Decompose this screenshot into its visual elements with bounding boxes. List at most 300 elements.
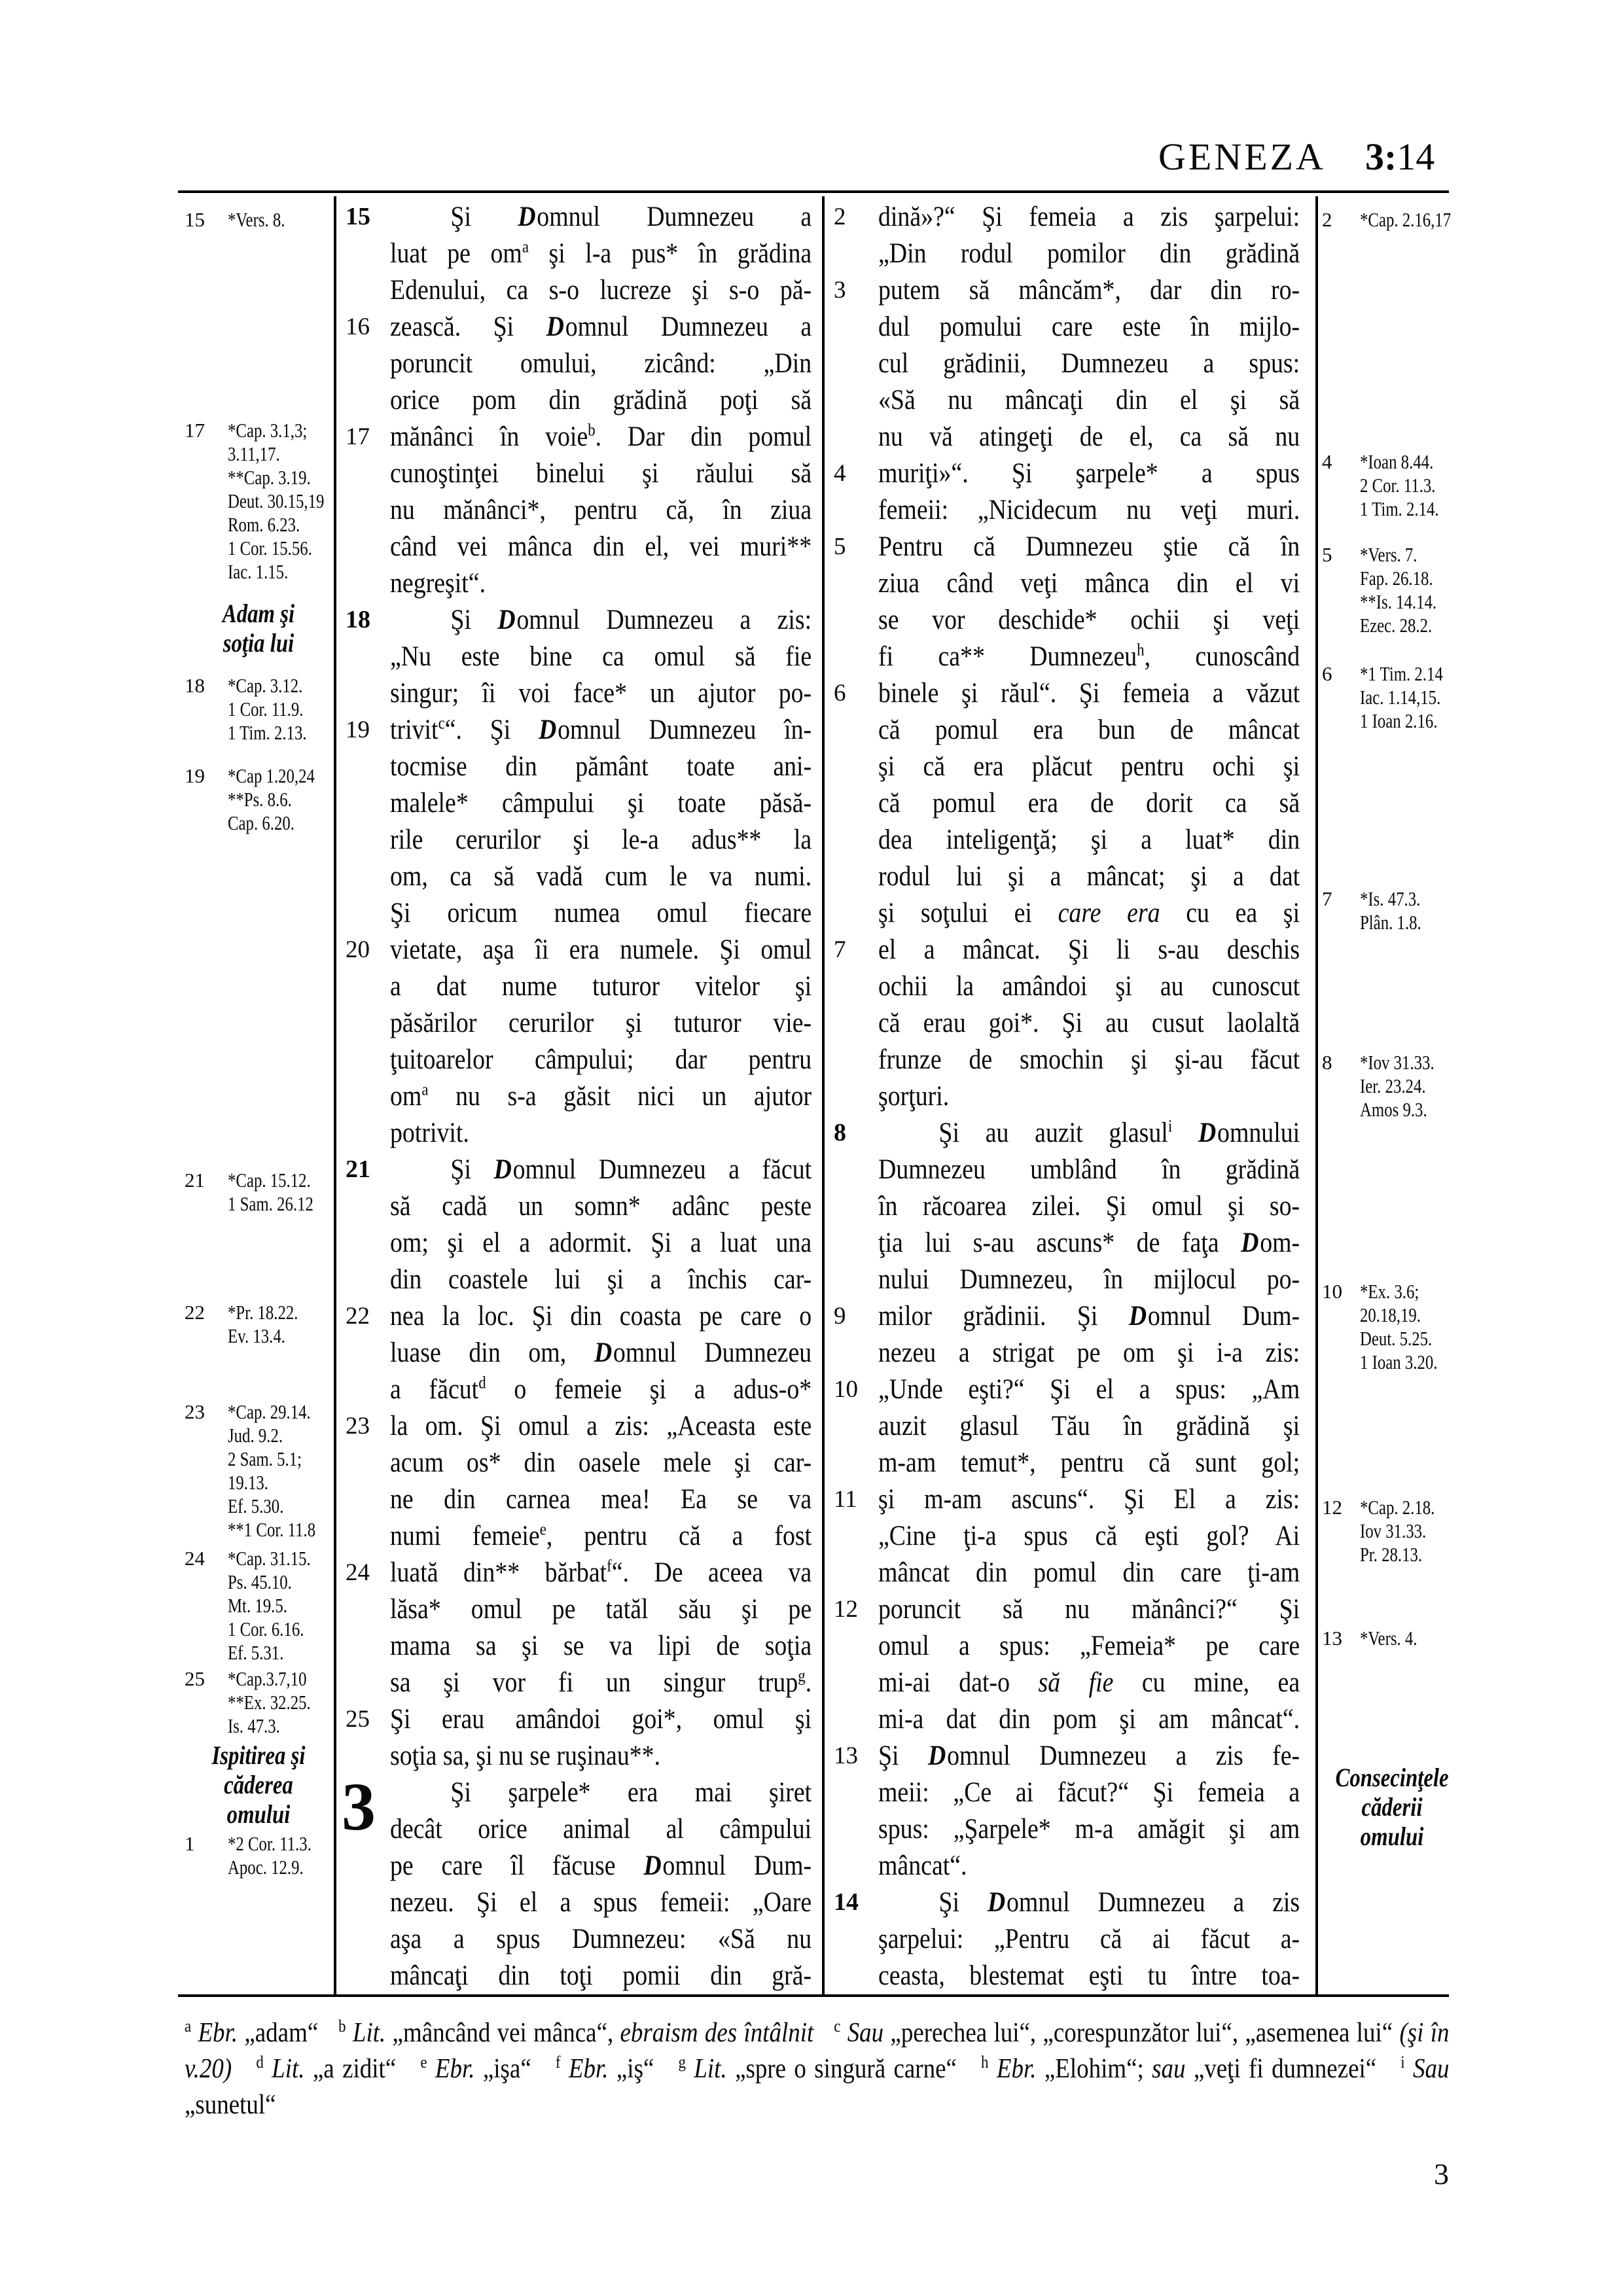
running-head-reference: 3:14 [1364, 135, 1435, 178]
margin-heading-line: Ispitirea şi [211, 1740, 306, 1770]
verse-number: 17 [346, 423, 370, 450]
footnote-marker: g [798, 1666, 806, 1686]
verse-number: 10 [834, 1376, 858, 1403]
cross-reference-line: *Ex. 3.6; [1360, 1280, 1419, 1303]
cross-reference-line: Is. 47.3. [228, 1714, 280, 1737]
verse-3 [831, 272, 1300, 455]
scripture-line: muriţi»“. Şi şarpele* a spus [878, 458, 1300, 489]
verse-8 [831, 1115, 1300, 1298]
margin-section-heading [185, 599, 332, 658]
footnote-marker: c [438, 713, 445, 733]
scripture-line: mâncaţi din toţi pomii din gră- [390, 1960, 812, 1991]
ornate-initial-d: D [1198, 1118, 1217, 1148]
scripture-line: trivit$^c$“. Şi Domnul Dumnezeu în- [390, 713, 812, 745]
cross-reference-verse-number: 25 [185, 1667, 205, 1690]
scripture-line: în răcoarea zilei. Şi omul şi so- [878, 1191, 1300, 1222]
cross-reference-line: *Ioan 8.44. [1360, 450, 1434, 473]
cross-reference-line: 1 Cor. 15.56. [228, 537, 312, 559]
verse-number: 22 [346, 1303, 370, 1330]
cross-reference-line: 1 Cor. 6.16. [228, 1617, 304, 1640]
verse-4 [831, 455, 1300, 529]
verse-number: 14 [834, 1888, 859, 1916]
scripture-line: Şi oricum numea omul fiecare [390, 898, 812, 928]
footnotes-text: $^a$ Ebr. „adam“ $^b$ Lit. „mâncând vei mânca“, ebraism des întâlnit $^c$ Sau „perechea lui“, „corespunzător lui“, „asemenea lui“ (şi în v.20) $^d$ Lit. „a zidit“ $^e$ Ebr. „işa“ $^f$ Ebr. „iş“ $^g$ Lit. „spre o singură carne“ $^h$ Ebr. „Elohim“; sau „veţi fi dumnezei“ $^i$ Sau „sunetul“ [185, 2017, 1450, 2120]
cross-reference-verse-number: 7 [1322, 887, 1332, 910]
scripture-line: mama sa şi se va lipi de soţia [390, 1631, 812, 1661]
scripture-line: ţia lui s-au ascuns* de faţa Dom- [878, 1227, 1300, 1258]
scripture-line: dea inteligenţă; şi a luat* din [878, 824, 1300, 855]
scripture-line: Dumnezeu umblând în grădină [878, 1154, 1300, 1185]
cross-reference-line: Ev. 13.4. [228, 1324, 285, 1347]
cross-reference-verse-number: 24 [185, 1547, 205, 1570]
footnote-marker: i [1168, 1116, 1173, 1136]
cross-reference-line: Plân. 1.8. [1360, 911, 1421, 934]
ornate-initial-d: D [546, 311, 565, 342]
cross-reference-line: Ezec. 28.2. [1360, 614, 1433, 637]
cross-reference-line: Ps. 45.10. [228, 1570, 292, 1593]
scripture-line: zească. Şi Domnul Dumnezeu a [390, 311, 812, 342]
scripture-line: ochii la amândoi şi au cunoscut [878, 971, 1300, 1002]
scripture-line: cunoştinţei binelui şi răului să [390, 458, 812, 489]
scripture-line: şi că era plăcut pentru ochi şi [878, 751, 1300, 782]
cross-reference-line: *Cap. 3.1,3; [228, 419, 308, 442]
verse-number: 6 [834, 680, 846, 707]
scripture-line: nea la loc. Şi din coasta pe care o [390, 1301, 812, 1332]
cross-reference-line: Ier. 23.24. [1360, 1074, 1426, 1097]
scripture-line: Edenului, ca s-o lucreze şi s-o pă- [390, 275, 812, 306]
scripture-line: m-am temut*, pentru că sunt gol; [878, 1447, 1300, 1478]
verse-9 [831, 1298, 1300, 1371]
cross-reference-line: *Cap. 2.16,17 [1360, 208, 1452, 231]
scripture-line: că pomul era bun de mâncat [878, 715, 1300, 745]
scripture-line: din coastele lui şi a închis car- [390, 1264, 812, 1295]
verse-12 [831, 1591, 1300, 1738]
cross-reference-line: *Cap 1.20,24 [228, 764, 315, 787]
scripture-line: a făcut$^d$ o femeie şi a adus-o* [390, 1373, 812, 1405]
verse-number: 23 [346, 1413, 370, 1439]
verse-10 [831, 1371, 1300, 1481]
verse-number: 24 [346, 1559, 370, 1586]
scripture-line: „Unde eşti?“ Şi el a spus: „Am [878, 1374, 1300, 1405]
ornate-initial-d: D [594, 1337, 613, 1368]
cross-reference-entry [185, 1667, 332, 1738]
scripture-line: nului Dumnezeu, în mijlocul po- [878, 1264, 1300, 1295]
footnote-marker: f [607, 1556, 612, 1576]
cross-reference-entry [1322, 543, 1462, 637]
cross-reference-line: *Pr. 18.22. [228, 1301, 298, 1324]
scripture-line: femeii: „Nicidecum nu veţi muri. [878, 495, 1300, 525]
verse-number: 7 [834, 936, 846, 963]
scripture-line: sa şi vor fi un singur trup$^g$. [390, 1666, 812, 1698]
verse-18 [343, 602, 812, 712]
footnote-marker: b [588, 420, 596, 440]
verse-17 [343, 419, 812, 602]
cross-reference-line: 3.11,17. [228, 442, 280, 465]
cross-reference-line: Pr. 28.13. [1360, 1543, 1423, 1566]
scripture-line: luată din** bărbat$^f$“. De aceea va [390, 1556, 812, 1588]
verse-number: 25 [346, 1706, 370, 1733]
scripture-line: orice pom din grădină poţi să [390, 385, 812, 415]
scripture-line: a dat nume tuturor vitelor şi [390, 971, 812, 1002]
ornate-initial-d: D [493, 1154, 512, 1185]
scripture-line: numi femeie$^e$, pentru că a fost [390, 1519, 812, 1551]
ornate-initial-d: D [643, 1850, 662, 1881]
margin-heading-line: căderii [1361, 1792, 1423, 1822]
verse-14 [831, 1884, 1300, 1994]
scripture-column-left [343, 199, 812, 1994]
scripture-line: Şi Domnul Dumnezeu a zis fe- [878, 1740, 1300, 1771]
scripture-line: poruncit să nu mănânci?“ Şi [878, 1594, 1300, 1625]
cross-reference-line: *Cap. 3.12. [228, 674, 303, 697]
scripture-line: aşa a spus Dumnezeu: «Să nu [390, 1924, 812, 1954]
cross-reference-line: 1 Tim. 2.14. [1360, 497, 1439, 520]
verse-number: 5 [834, 533, 846, 560]
cross-reference-entry [185, 1400, 332, 1542]
cross-reference-line: **Cap. 3.19. [228, 466, 311, 489]
cross-reference-entry [185, 1547, 332, 1665]
cross-reference-verse-number: 6 [1322, 662, 1332, 685]
scripture-line: nezeu a strigat pe om şi i-a zis: [878, 1337, 1300, 1368]
scripture-line: frunze de smochin şi şi-au făcut [878, 1044, 1300, 1075]
footnote-letter: f [555, 2053, 561, 2072]
cross-reference-column-left [185, 0, 332, 2296]
scripture-line: acum os* din oasele mele şi car- [390, 1447, 812, 1478]
verse-number: 4 [834, 460, 846, 487]
scripture-line: ziua când veţi mânca din el vi [878, 568, 1300, 599]
cross-reference-line: Iac. 1.14,15. [1360, 686, 1441, 709]
footnote-letter: i [1400, 2053, 1405, 2072]
verse-21 [343, 1152, 812, 1298]
cross-reference-line: Iac. 1.15. [228, 560, 289, 583]
cross-reference-verse-number: 18 [185, 674, 205, 697]
verse-13 [831, 1738, 1300, 1884]
scripture-line: $om^a$ nu s-a găsit nici un ajutor [390, 1080, 812, 1112]
footnote-letter: a [185, 2017, 192, 2036]
scripture-line: negreşit“. [390, 568, 486, 599]
verse-23 [343, 1408, 812, 1555]
cross-reference-entry [185, 208, 332, 232]
cross-reference-line: 2 Sam. 5.1; [228, 1447, 302, 1470]
verse-number: 13 [834, 1742, 858, 1769]
cross-reference-line: 1 Tim. 2.13. [228, 721, 307, 744]
cross-reference-line: 2 Cor. 11.3. [1360, 474, 1436, 497]
verse-19 [343, 712, 812, 932]
cross-reference-line: Deut. 30.15,19 [228, 489, 325, 512]
cross-reference-verse-number: 22 [185, 1301, 205, 1324]
scripture-line: Şi şarpele* era mai şiret [450, 1777, 812, 1808]
verse-number: 19 [346, 716, 370, 743]
cross-reference-verse-number: 8 [1322, 1051, 1332, 1074]
cross-reference-line: Fap. 26.18. [1360, 567, 1433, 590]
scripture-line: putem să mâncăm*, dar din ro- [878, 275, 1300, 306]
cross-reference-column-right [1322, 0, 1462, 2296]
footnote-marker: d [478, 1373, 486, 1392]
margin-section-heading [185, 1740, 332, 1829]
scripture-line: Şi erau amândoi goi*, omul şi [390, 1704, 812, 1735]
scripture-line: nu vă atingeţi de el, ca să nu [878, 421, 1300, 452]
scripture-line: Şi Domnul Dumnezeu a zis: [450, 605, 812, 635]
footnote-rule [178, 1994, 1449, 1997]
running-head-book: GENEZA [1158, 135, 1326, 178]
cross-reference-entry [1322, 1496, 1462, 1566]
cross-reference-line: 20.18,19. [1360, 1303, 1421, 1326]
scripture-line: nu mănânci*, pentru că, în ziua [390, 495, 812, 525]
scripture-line: rile cerurilor şi le-a adus** la [390, 824, 812, 855]
footnotes [185, 2015, 1449, 2123]
cross-reference-entry [185, 1169, 332, 1216]
verse-number: 8 [834, 1119, 846, 1146]
footnote-marker: e [539, 1519, 546, 1539]
cross-reference-line: *Cap. 29.14. [228, 1400, 311, 1423]
column-rule-right [1315, 196, 1318, 1994]
scripture-line: luase din om, Domnul Dumnezeu [390, 1337, 812, 1368]
footnote-letter: b [338, 2017, 346, 2036]
scripture-line: «Să nu mâncaţi din el şi să [878, 385, 1300, 415]
cross-reference-line: *Cap. 31.15. [228, 1547, 311, 1570]
verse-15 [343, 199, 812, 309]
cross-reference-entry [1322, 1280, 1462, 1374]
scripture-line: mâncat“. [878, 1850, 967, 1881]
cross-reference-verse-number: 12 [1322, 1496, 1342, 1519]
scripture-line: mi-ai dat-o să fie cu mine, ea [878, 1667, 1300, 1698]
verse-11 [831, 1481, 1300, 1591]
scripture-line: tocmise din pământ toate ani- [390, 751, 812, 782]
cross-reference-entry [185, 1832, 332, 1879]
verse-7 [831, 932, 1300, 1115]
scripture-line: cul grădinii, Dumnezeu a spus: [878, 348, 1300, 379]
scripture-line: binele şi răul“. Şi femeia a văzut [878, 678, 1300, 709]
cross-reference-line: Mt. 19.5. [228, 1594, 287, 1617]
cross-reference-line: *Vers. 4. [1360, 1627, 1418, 1650]
footnote-letter: d [256, 2053, 264, 2072]
cross-reference-entry [185, 419, 332, 584]
cross-reference-line: 1 Cor. 11.9. [228, 698, 304, 720]
scripture-line: mi-a dat din pom şi am mâncat“. [878, 1704, 1300, 1735]
scripture-line: să cadă un somn* adânc peste [390, 1191, 812, 1222]
chapter-number: 3 [342, 1769, 376, 1845]
scripture-line: şi m-am ascuns“. Şi El a zis: [878, 1484, 1300, 1515]
scripture-line: singur; îi voi face* un ajutor po- [390, 678, 812, 709]
verse-number: 12 [834, 1596, 858, 1623]
cross-reference-line: **1 Cor. 11.8 [228, 1518, 316, 1541]
scripture-line: Şi au auzit glasul$^i$ Domnului [938, 1116, 1300, 1148]
footnote-marker: h [1137, 640, 1145, 660]
scripture-line: vietate, aşa îi era numele. Şi omul [390, 934, 812, 965]
scripture-line: spus: „Şarpele* m-a amăgit şi am [878, 1814, 1300, 1845]
scripture-line: omul a spus: „Femeia* pe care [878, 1631, 1300, 1661]
cross-reference-line: **Ex. 32.25. [228, 1691, 311, 1714]
verse-number: 18 [346, 606, 370, 633]
cross-reference-line: Ef. 5.31. [228, 1641, 284, 1664]
scripture-line: fi ca** Dumnezeu$^h$, cunoscând [878, 640, 1300, 672]
footnote-letter: e [420, 2053, 427, 2072]
scripture-line: că erau goi*. Şi au cusut laolaltă [878, 1008, 1300, 1038]
cross-reference-line: 19.13. [228, 1471, 268, 1494]
scripture-line: nezeu. Şi el a spus femeii: „Oare [390, 1887, 812, 1918]
scripture-line: poruncit omului, zicând: „Din [390, 348, 812, 379]
scripture-line: luat pe $om^a$ şi l-a pus* în grădina [390, 237, 812, 269]
scripture-line: milor grădinii. Şi Domnul Dum- [878, 1301, 1300, 1332]
scripture-line: soţia sa, şi nu se ruşinau**. [390, 1740, 661, 1771]
cross-reference-entry [185, 674, 332, 745]
verse-number: 3 [834, 277, 846, 304]
column-rule-middle [822, 196, 825, 1994]
cross-reference-verse-number: 10 [1322, 1280, 1342, 1303]
cross-reference-line: *1 Tim. 2.14 [1360, 662, 1443, 685]
margin-heading-line: omului [226, 1799, 291, 1829]
scripture-line: lăsa* omul pe tatăl său şi pe [390, 1594, 812, 1625]
ornate-initial-d: D [1128, 1301, 1147, 1332]
cross-reference-line: *2 Cor. 11.3. [228, 1832, 312, 1855]
margin-heading-line: căderea [224, 1770, 293, 1799]
verse-number: 16 [346, 313, 370, 340]
scripture-line: când vei mânca din el, vei muri** [390, 531, 812, 562]
cross-reference-line: Amos 9.3. [1360, 1098, 1427, 1121]
cross-reference-line: Deut. 5.25. [1360, 1327, 1433, 1350]
verse-number: 9 [834, 1303, 846, 1330]
cross-reference-verse-number: 4 [1322, 450, 1332, 473]
scripture-line: auzit glasul Tău în grădină şi [878, 1411, 1300, 1441]
scripture-line: ceasta, blestemat eşti tu între toa- [878, 1960, 1300, 1991]
scripture-line: Pentru că Dumnezeu ştie că în [878, 531, 1300, 562]
cross-reference-verse-number: 5 [1322, 543, 1332, 566]
cross-reference-line: Rom. 6.23. [228, 513, 300, 536]
cross-reference-verse-number: 23 [185, 1400, 205, 1423]
cross-reference-line: *Cap.3.7,10 [228, 1667, 307, 1690]
cross-reference-entry [185, 1301, 332, 1348]
ornate-initial-d: D [538, 715, 557, 745]
ornate-initial-d: D [927, 1740, 946, 1771]
margin-heading-line: Adam şi [222, 599, 295, 628]
scripture-line: Şi Domnul Dumnezeu a zis [938, 1887, 1300, 1918]
cross-reference-entry [1322, 1627, 1462, 1650]
footnote-letter: g [678, 2053, 686, 2072]
cross-reference-line: Ef. 5.30. [228, 1494, 284, 1517]
footnote-marker: a [522, 237, 529, 256]
scripture-line: că pomul era de dorit ca să [878, 788, 1300, 819]
footnote-letter: h [981, 2053, 989, 2072]
footnote-letter: c [834, 2017, 841, 2036]
chapter-3 [342, 1769, 812, 1994]
scripture-line: şi soţului ei care era cu ea şi [878, 898, 1300, 928]
cross-reference-line: *Vers. 8. [228, 208, 285, 231]
cross-reference-entry [1322, 450, 1462, 521]
cross-reference-line: **Ps. 8.6. [228, 788, 292, 811]
cross-reference-line: Apoc. 12.9. [228, 1856, 304, 1879]
cross-reference-entry [1322, 208, 1462, 232]
scripture-line: dul pomului care este în mijlo- [878, 311, 1300, 342]
cross-reference-line: *Is. 47.3. [1360, 887, 1421, 910]
verse-number: 20 [346, 936, 370, 963]
scripture-line: şorţuri. [878, 1081, 950, 1112]
scripture-line: mănânci în voie$^b$. Dar din pomul [390, 420, 812, 452]
margin-heading-line: Consecinţele [1335, 1763, 1449, 1792]
verse-number: 11 [834, 1486, 857, 1513]
scripture-line: malele* câmpului şi toate păsă- [390, 788, 812, 819]
scripture-line: rodul lui şi a mâncat; şi a dat [878, 861, 1300, 892]
cross-reference-verse-number: 1 [185, 1832, 195, 1855]
verse-24 [343, 1555, 812, 1701]
verse-number: 2 [834, 203, 846, 230]
margin-heading-line: soţia lui [223, 628, 294, 658]
verse-2 [831, 199, 1300, 272]
scripture-line: om, ca să vadă cum le va numi. [390, 861, 812, 892]
scripture-line: pe care îl făcuse Domnul Dum- [390, 1850, 812, 1881]
cross-reference-entry [185, 764, 332, 835]
column-rule-left [334, 196, 336, 1994]
scripture-line: meii: „Ce ai făcut?“ Şi femeia a [878, 1777, 1300, 1808]
verse-25 [343, 1701, 812, 1775]
cross-reference-verse-number: 13 [1322, 1627, 1342, 1650]
cross-reference-entry [1322, 887, 1462, 934]
scripture-line: Şi Domnul Dumnezeu a [450, 202, 812, 232]
ornate-initial-d: D [497, 605, 516, 635]
cross-reference-line: 1 Sam. 26.12 [228, 1192, 313, 1215]
scripture-line: păsărilor cerurilor şi tuturor vie- [390, 1008, 812, 1038]
scripture-line: „Din rodul pomilor din grădină [878, 238, 1300, 269]
verse-22 [343, 1298, 812, 1408]
scripture-line: mâncat din pomul din care ţi-am [878, 1557, 1300, 1588]
cross-reference-line: **Is. 14.14. [1360, 590, 1437, 613]
cross-reference-line: *Cap. 2.18. [1360, 1496, 1435, 1519]
cross-reference-verse-number: 17 [185, 419, 205, 442]
cross-reference-verse-number: 19 [185, 764, 205, 787]
scripture-line: şarpelui: „Pentru că ai făcut a- [878, 1924, 1300, 1954]
scripture-line: el a mâncat. Şi li s-au deschis [878, 934, 1300, 965]
scripture-line: „Nu este bine ca omul să fie [390, 641, 812, 672]
verse-number: 21 [346, 1156, 370, 1183]
verse-16 [343, 309, 812, 419]
cross-reference-line: 1 Ioan 3.20. [1360, 1351, 1438, 1373]
cross-reference-line: *Iov 31.33. [1360, 1051, 1435, 1074]
cross-reference-line: 1 Ioan 2.16. [1360, 709, 1438, 732]
verse-20 [343, 932, 812, 1152]
header-rule [178, 190, 1449, 193]
cross-reference-verse-number: 21 [185, 1169, 205, 1192]
cross-reference-entry [1322, 662, 1462, 733]
scripture-line: ţuitoarelor câmpului; dar pentru [390, 1044, 812, 1075]
verse-6 [831, 675, 1300, 932]
cross-reference-verse-number: 15 [185, 208, 205, 231]
page-number: 3 [1434, 2157, 1449, 2191]
verse-number: 15 [346, 203, 370, 230]
verse-5 [831, 529, 1300, 675]
footnote-marker: a [421, 1080, 429, 1099]
scripture-line: dină»?“ Şi femeia a zis şarpelui: [878, 202, 1300, 232]
cross-reference-line: Iov 31.33. [1360, 1519, 1427, 1542]
scripture-line: ne din carnea mea! Ea se va [390, 1484, 812, 1515]
cross-reference-line: *Cap. 15.12. [228, 1169, 311, 1192]
cross-reference-entry [1322, 1051, 1462, 1122]
scripture-line: Şi Domnul Dumnezeu a făcut [450, 1154, 812, 1185]
margin-heading-line: omului [1360, 1822, 1424, 1851]
scripture-line: decât orice animal al câmpului [390, 1814, 812, 1845]
scripture-line: la om. Şi omul a zis: „Aceasta este [390, 1411, 812, 1441]
scripture-line: om; şi el a adormit. Şi a luat una [390, 1227, 812, 1258]
scripture-line: se vor deschide* ochii şi veţi [878, 605, 1300, 635]
scripture-line: potrivit. [390, 1118, 469, 1148]
ornate-initial-d: D [518, 202, 536, 232]
cross-reference-line: Jud. 9.2. [228, 1424, 283, 1447]
margin-section-heading [1322, 1763, 1462, 1851]
cross-reference-verse-number: 2 [1322, 208, 1332, 231]
ornate-initial-d: D [987, 1887, 1006, 1918]
cross-reference-line: Cap. 6.20. [228, 811, 294, 834]
scripture-column-right [831, 199, 1300, 1994]
scripture-line: „Cine ţi-a spus că eşti gol? Ai [878, 1521, 1300, 1551]
ornate-initial-d: D [1241, 1227, 1259, 1258]
cross-reference-line: *Vers. 7. [1360, 543, 1418, 566]
